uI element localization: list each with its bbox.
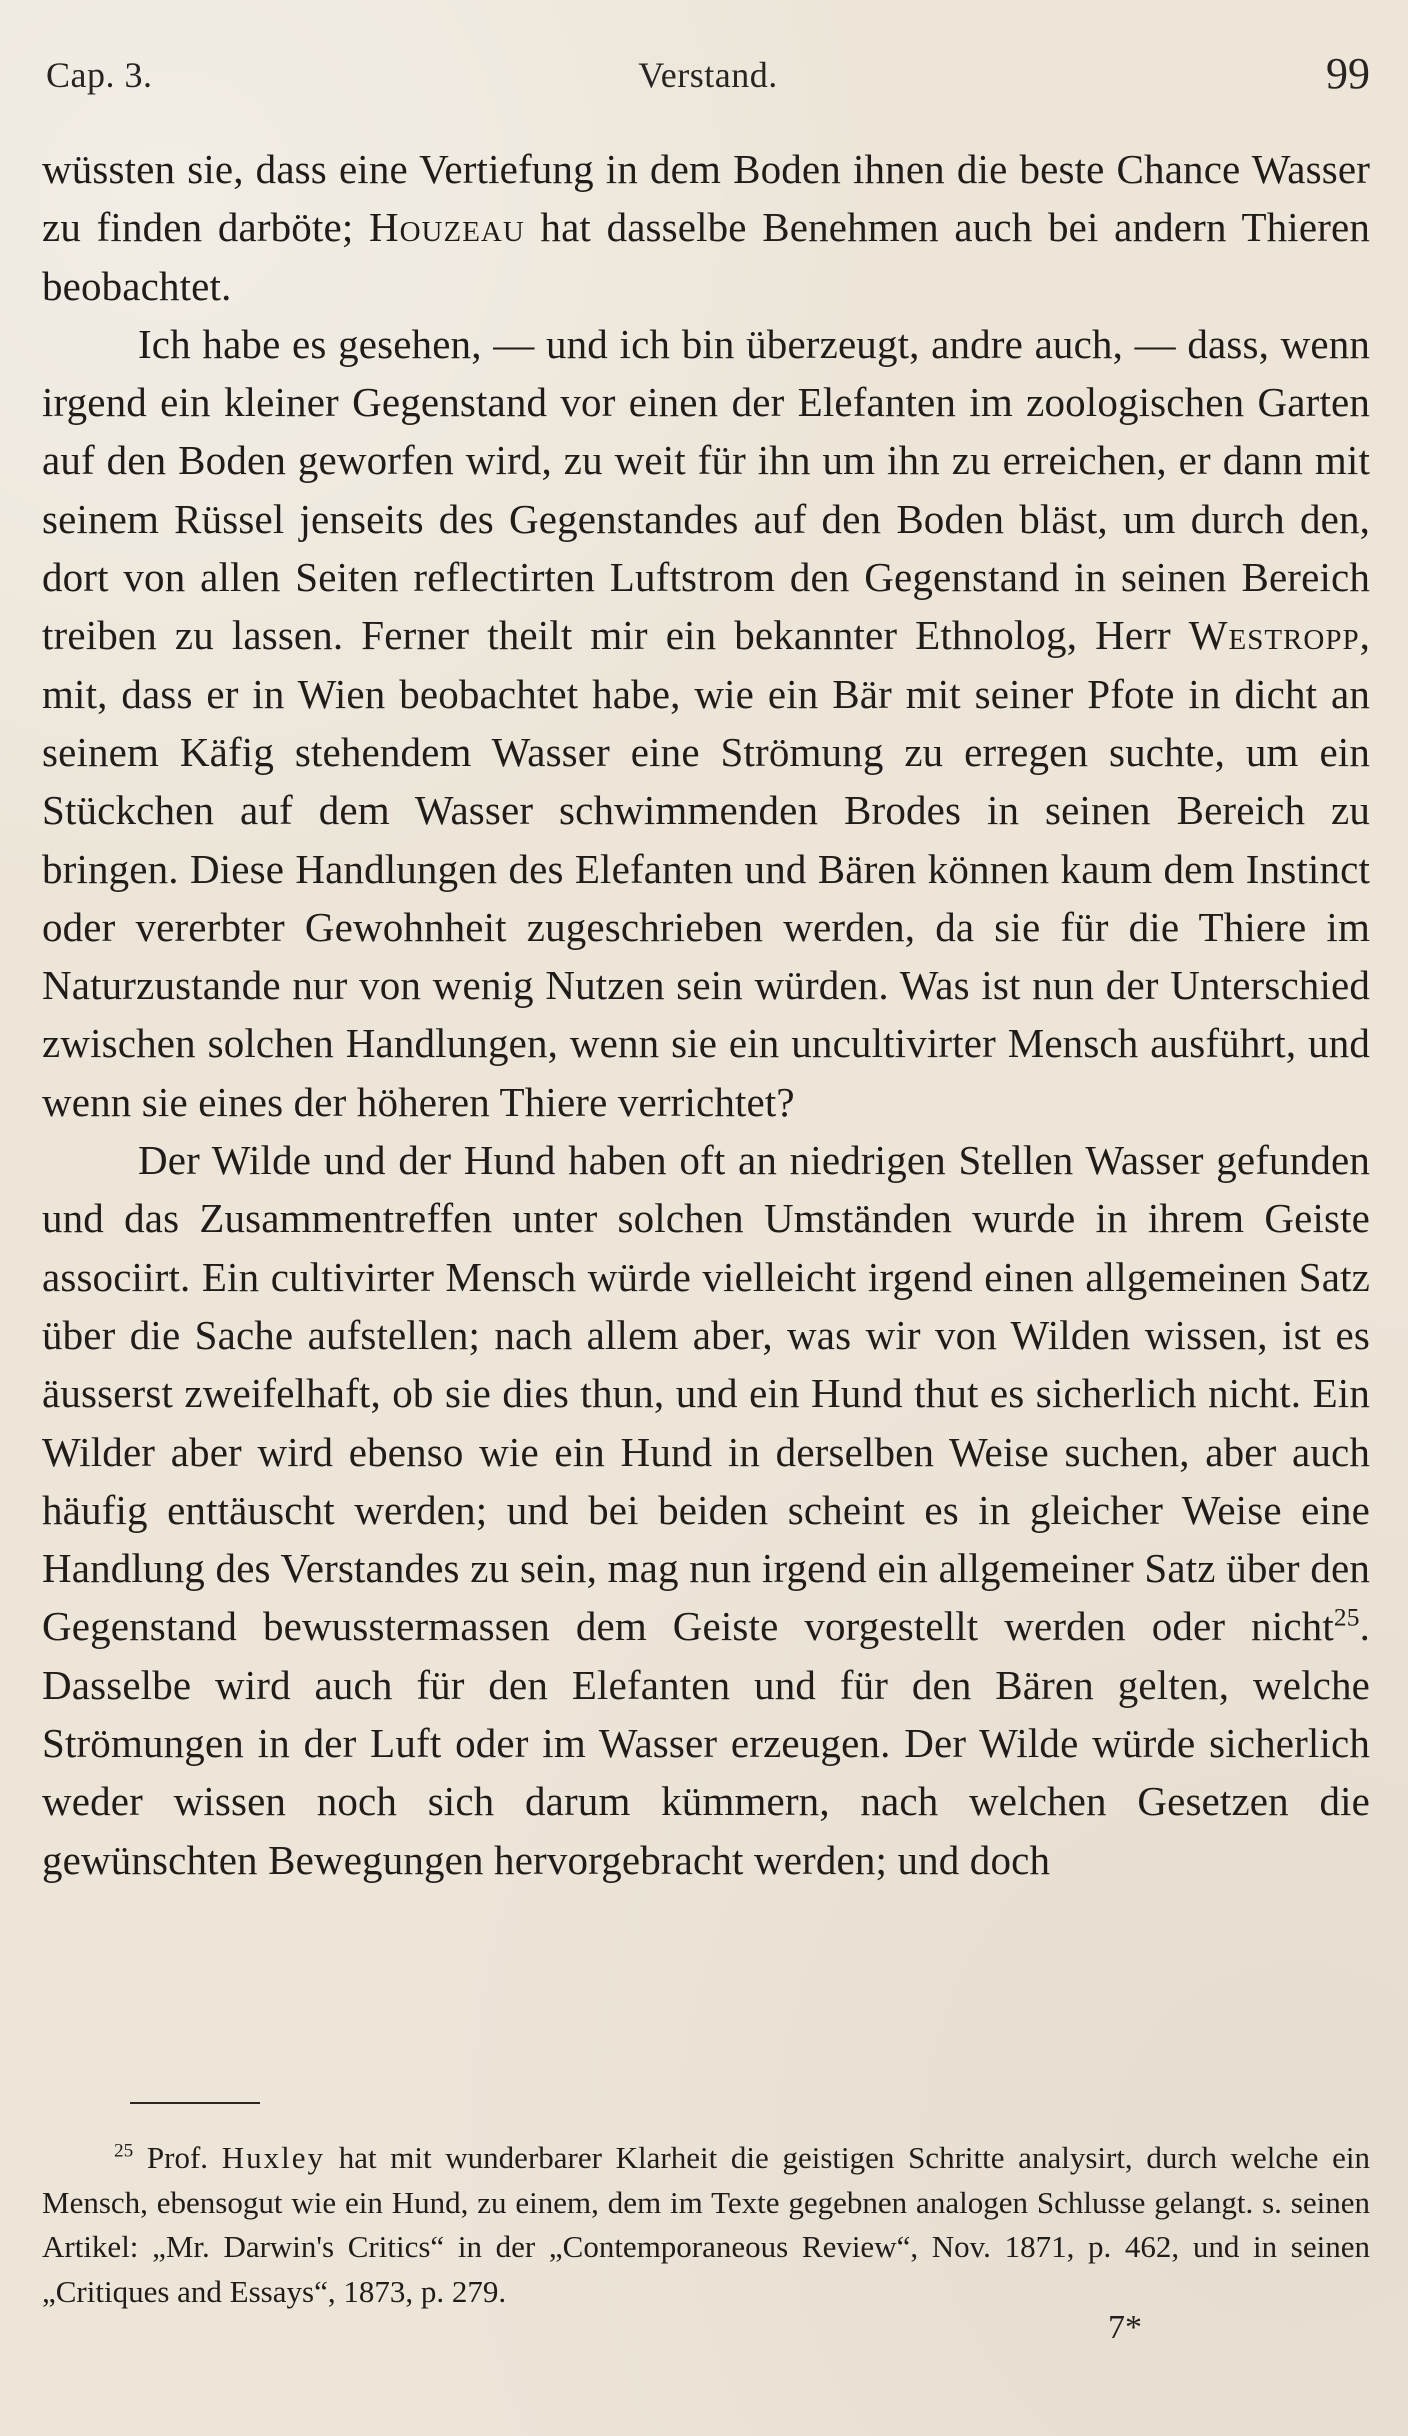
main-text [42,140,1370,1889]
running-head [46,50,1370,100]
footnote-name-huxley: Huxley [221,2140,325,2175]
paragraph-elephant-bear [42,315,1370,1131]
paragraph-3-text-a: Der Wilde und der Hund haben oft an niedrigen Stellen Wasser gefunden und das Zusammentreffen unter solchen Umständen wurde in ihrem Geiste associirt. Ein cultivirter Mensch würde vielleicht irgend einen allgemeinen Satz über die Sache aufstellen; nach allem aber, was wir von Wilden wissen, ist es äusserst zweifelhaft, ob sie dies thun, und ein Hund thut es sicherlich nicht. Ein Wilder aber wird ebenso wie ein Hund in derselben Weise suchen, aber auch häufig enttäuscht werden; und bei beiden scheint es in gleicher Weise eine Handlung des Verstandes zu sein, mag nun irgend ein allgemeiner Satz über den Gegenstand bewusstermassen dem Geiste vorgestellt werden oder nicht [42,1137,1370,1650]
paragraph-continuation [42,140,1370,315]
paragraph-2-text-b: , mit, dass er in Wien beobachtet habe, wie ein Bär mit seiner Pfote in dicht an seinem Käfig stehendem Wasser eine Strömung zu erregen suchte, um ein Stückchen auf dem Wasser schwimmenden Brodes in seinen Bereich zu bringen. Diese Handlungen des Elefanten und Bären können kaum dem Instinct oder vererbter Gewohnheit zugeschrieben werden, da sie für die Thiere im Naturzustande nur von wenig Nutzen sein würden. Was ist nun der Unterschied zwischen solchen Handlungen, wenn sie ein uncultivirter Mensch ausführt, und wenn sie eines der höheren Thiere verrichtet? [42,612,1370,1125]
footnote-number: 25 [114,2140,134,2162]
footnote-text-a: Prof. [133,2140,222,2175]
footnote-paragraph [42,2136,1370,2314]
paragraph-savage-dog [42,1131,1370,1889]
section-title: Verstand. [638,55,778,95]
printer-signature-mark: 7* [1108,2309,1142,2346]
footnote-text-b: hat mit wunderbarer Klarheit die geistigen Schritte analysirt, durch welche ein Mensch, ebensogut wie ein Hund, zu einem, dem im Texte gegebnen analogen Schlusse gelangt. s. seinen Artikel: „Mr. Darwin's Critics“ in der „Contemporaneous Review“, Nov. 1871, p. 462, und in seinen „Critiques and Essays“, 1873, p. 279. [42,2140,1370,2309]
footnote-reference-25: 25 [1333,1603,1360,1632]
paragraph-3-text-b: . Dasselbe wird auch für den Elefanten und für den Bären gelten, welche Strömungen in der Luft oder im Wasser erzeugen. Der Wilde würde sicherlich weder wissen noch sich darum kümmern, nach welchen Gesetzen die gewünschten Bewegungen hervorgebracht werden; und doch [42,1603,1370,1883]
page-number: 99 [1326,49,1370,98]
footnote-divider [130,2102,260,2104]
author-name-houzeau: Houzeau [369,204,525,251]
chapter-label: Cap. 3. [46,55,153,95]
footnote-25 [42,2136,1370,2314]
paragraph-1-text: wüssten sie, dass eine Vertiefung in dem Boden ihnen die beste Chance Wasser zu finden darböte; [42,146,1370,251]
author-name-westropp: Westropp [1188,612,1360,659]
paragraph-2-text-a: Ich habe es gesehen, — und ich bin überzeugt, andre auch, — dass, wenn irgend ein kleiner Gegenstand vor einen der Elefanten im zoologischen Garten auf den Boden geworfen wird, zu weit für ihn um ihn zu erreichen, er dann mit seinem Rüssel jenseits des Gegenstandes auf den Boden bläst, um durch den, dort von allen Seiten reflectirten Luftstrom den Gegenstand in seinen Bereich treiben zu lassen. Ferner theilt mir ein bekannter Ethnolog, Herr [42,320,1370,659]
paragraph-1-ending: hat dasselbe Benehmen auch bei andern Thieren beobachtet. [42,204,1370,309]
